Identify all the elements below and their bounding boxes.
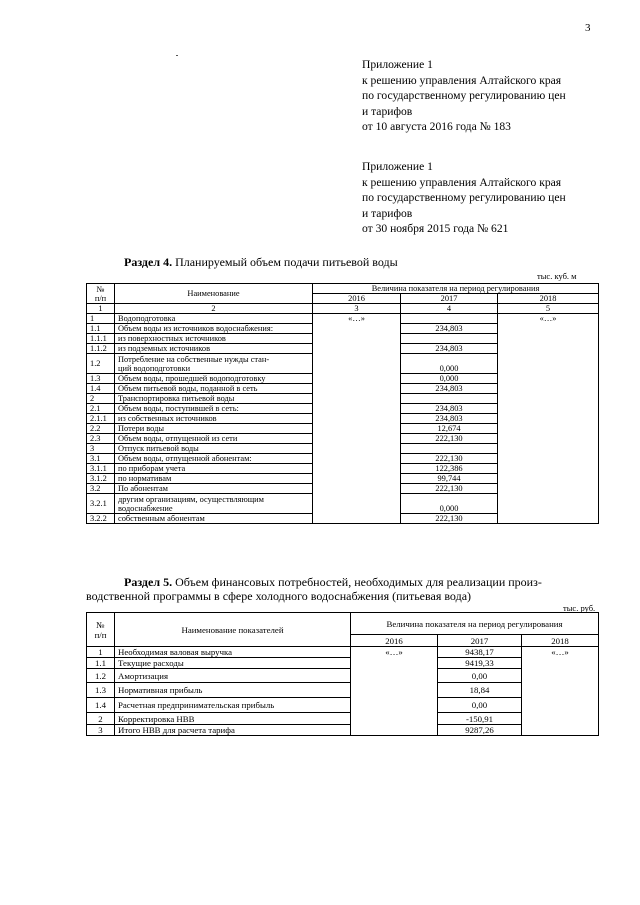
page-number: 3: [585, 22, 591, 34]
row-name-line: из подземных источников: [118, 344, 211, 353]
header-num-line: п/п: [94, 629, 107, 640]
value-2017: 222,130: [401, 434, 498, 444]
row-name-line: по нормативам: [118, 474, 172, 483]
row-name: Итого НВВ для расчета тарифа: [115, 725, 351, 736]
column-number: 4: [401, 304, 498, 314]
value-2017: 222,130: [401, 454, 498, 464]
value-2017: 234,803: [401, 404, 498, 414]
header-num: [87, 284, 115, 304]
row-number: 3.1.2: [87, 474, 115, 484]
value-2017: -150,91: [438, 713, 522, 725]
value-2017: 0,00: [438, 669, 522, 683]
row-number: 3.2.1: [87, 494, 115, 514]
row-number: 1.2: [87, 669, 115, 683]
row-name: [115, 434, 313, 444]
row-name: [115, 464, 313, 474]
value-2017: 12,674: [401, 424, 498, 434]
row-name: Расчетная предпринимательская прибыль: [115, 698, 351, 713]
row-name: [115, 474, 313, 484]
row-name-line: Объем воды, отпущенной из сети: [118, 434, 238, 443]
annex-line: к решению управления Алтайского края: [362, 73, 562, 87]
header-num-line: №: [96, 284, 105, 294]
value-2018: «…»: [498, 314, 599, 524]
section4-title: [124, 255, 398, 270]
row-number: 1: [87, 647, 115, 658]
row-number: 3: [87, 444, 115, 454]
row-name: Амортизация: [115, 669, 351, 683]
value-2017: [401, 314, 498, 324]
header-year-2016: 2016: [351, 635, 438, 647]
value-2017: 222,130: [401, 484, 498, 494]
annex-line: и тарифов: [362, 206, 413, 220]
row-number: 2: [87, 394, 115, 404]
annex-line: к решению управления Алтайского края: [362, 175, 562, 189]
row-name-line: Транспортировка питьевой воды: [118, 394, 235, 403]
value-2017: 9419,33: [438, 658, 522, 669]
value-2017: 234,803: [401, 344, 498, 354]
row-number: 1.1: [87, 324, 115, 334]
row-name-line: Объем воды, поступившей в сеть:: [118, 404, 239, 413]
row-name: [115, 454, 313, 464]
section4-title-text: Планируемый объем подачи питьевой воды: [175, 255, 398, 269]
value-2017: 9287,26: [438, 725, 522, 736]
scan-speck: [176, 55, 178, 56]
row-name: [115, 514, 313, 524]
table-row: [87, 647, 599, 658]
row-number: 1.1: [87, 658, 115, 669]
row-number: 1.1.1: [87, 334, 115, 344]
row-name: Текущие расходы: [115, 658, 351, 669]
annex-line: от 10 августа 2016 года № 183: [362, 120, 511, 133]
annex-line: Приложение 1: [362, 160, 433, 173]
row-number: 1.2: [87, 354, 115, 374]
header-num-line: №: [96, 619, 105, 630]
row-name-line: Потери воды: [118, 424, 164, 433]
value-2016: «…»: [313, 314, 401, 524]
value-2017: 234,803: [401, 384, 498, 394]
row-number: 2.1.1: [87, 414, 115, 424]
row-name-line: Объем воды из источников водоснабжения:: [118, 324, 274, 333]
section5-title-line1: [124, 575, 598, 589]
row-number: 3: [87, 725, 115, 736]
value-2017: 222,130: [401, 514, 498, 524]
row-name: [115, 444, 313, 454]
row-number: 3.1.1: [87, 464, 115, 474]
value-2017: 0,000: [401, 374, 498, 384]
row-name-line: Объем питьевой воды, поданной в сеть: [118, 384, 258, 393]
table-row: [87, 314, 599, 324]
header-year-2016: 2016: [313, 294, 401, 304]
row-number: 1.4: [87, 698, 115, 713]
column-number: 2: [115, 304, 313, 314]
row-number: 1.4: [87, 384, 115, 394]
row-name-line: из поверхностных источников: [118, 334, 226, 343]
row-name: Необходимая валовая выручка: [115, 647, 351, 658]
section4-table: [86, 283, 599, 524]
row-name-line: Объем воды, отпущенной абонентам:: [118, 454, 252, 463]
row-name-line: Объем воды, прошедшей водоподготовку: [118, 374, 266, 383]
row-name: [115, 354, 313, 374]
row-number: 1.3: [87, 374, 115, 384]
annex-block-2: [362, 159, 566, 237]
header-num-line: п/п: [94, 293, 107, 303]
annex-line: от 30 ноября 2015 года № 621: [362, 222, 509, 235]
section4-unit: тыс. куб. м: [537, 271, 577, 281]
row-name: [115, 494, 313, 514]
row-name-line: Отпуск питьевой воды: [118, 444, 199, 453]
header-num: [87, 613, 115, 647]
row-name-line: по приборам учета: [118, 464, 186, 473]
row-name: [115, 374, 313, 384]
row-name: [115, 394, 313, 404]
column-number: 1: [87, 304, 115, 314]
value-2017: 9438,17: [438, 647, 522, 658]
value-2017: [401, 444, 498, 454]
row-name-line: По абонентам: [118, 484, 168, 493]
row-name-line: собственным абонентам: [118, 514, 205, 523]
row-name-line: другим организациям, осуществляющим: [118, 494, 264, 504]
column-number: 3: [313, 304, 401, 314]
header-year-2018: 2018: [522, 635, 599, 647]
row-name: [115, 484, 313, 494]
header-year-2017: 2017: [438, 635, 522, 647]
row-number: 2.1: [87, 404, 115, 414]
header-value: Величина показателя на период регулирования: [313, 284, 599, 294]
value-2017: 234,803: [401, 324, 498, 334]
row-name: [115, 424, 313, 434]
section4-title-number: Раздел 4.: [124, 255, 173, 269]
section5-table: [86, 612, 599, 736]
value-2017: 0,000: [401, 354, 498, 374]
header-value: Величина показателя на период регулирования: [351, 613, 599, 635]
row-number: 2: [87, 713, 115, 725]
section5-title-line2: водственной программы в сфере холодного водоснабжения (питьевая вода): [86, 589, 472, 603]
header-year-2018: 2018: [498, 294, 599, 304]
row-name-line: ций водоподготовки: [118, 363, 191, 373]
row-name: [115, 384, 313, 394]
row-number: 2.3: [87, 434, 115, 444]
row-name: [115, 414, 313, 424]
row-number: 2.2: [87, 424, 115, 434]
row-name-line: водоснабжение: [118, 503, 173, 513]
row-number: 3.2.2: [87, 514, 115, 524]
row-name: Нормативная прибыль: [115, 683, 351, 698]
column-number: 5: [498, 304, 599, 314]
value-2017: 18,84: [438, 683, 522, 698]
row-name-line: Водоподготовка: [118, 314, 176, 323]
header-name: Наименование показателей: [115, 613, 351, 647]
row-name: [115, 324, 313, 334]
section5-title-text: Объем финансовых потребностей, необходимых для реализации произ-: [175, 575, 542, 589]
row-name-line: из собственных источников: [118, 414, 217, 423]
annex-line: и тарифов: [362, 104, 413, 118]
value-2017: 99,744: [401, 474, 498, 484]
value-2018: «…»: [522, 647, 599, 736]
value-2017: 0,000: [401, 494, 498, 514]
row-name-line: Потребление на собственные нужды стан-: [118, 354, 270, 364]
row-name: [115, 314, 313, 324]
annex-line: по государственному регулированию цен: [362, 191, 566, 204]
value-2017: [401, 334, 498, 344]
row-name: [115, 334, 313, 344]
row-name: [115, 344, 313, 354]
section5-unit: тыс. руб.: [563, 603, 596, 613]
row-number: 3.2: [87, 484, 115, 494]
value-2017: 0,00: [438, 698, 522, 713]
annex-block-1: [362, 57, 566, 135]
value-2017: 234,803: [401, 414, 498, 424]
section5-title: [124, 575, 598, 589]
annex-line: Приложение 1: [362, 58, 433, 71]
row-name: [115, 404, 313, 414]
row-number: 1.1.2: [87, 344, 115, 354]
value-2017: 122,386: [401, 464, 498, 474]
row-number: 3.1: [87, 454, 115, 464]
annex-line: по государственному регулированию цен: [362, 89, 566, 102]
value-2016: «…»: [351, 647, 438, 736]
value-2017: [401, 394, 498, 404]
section5-title-number: Раздел 5.: [124, 575, 173, 589]
row-number: 1.3: [87, 683, 115, 698]
row-number: 1: [87, 314, 115, 324]
header-year-2017: 2017: [401, 294, 498, 304]
header-name: Наименование: [115, 284, 313, 304]
row-name: Корректировка НВВ: [115, 713, 351, 725]
